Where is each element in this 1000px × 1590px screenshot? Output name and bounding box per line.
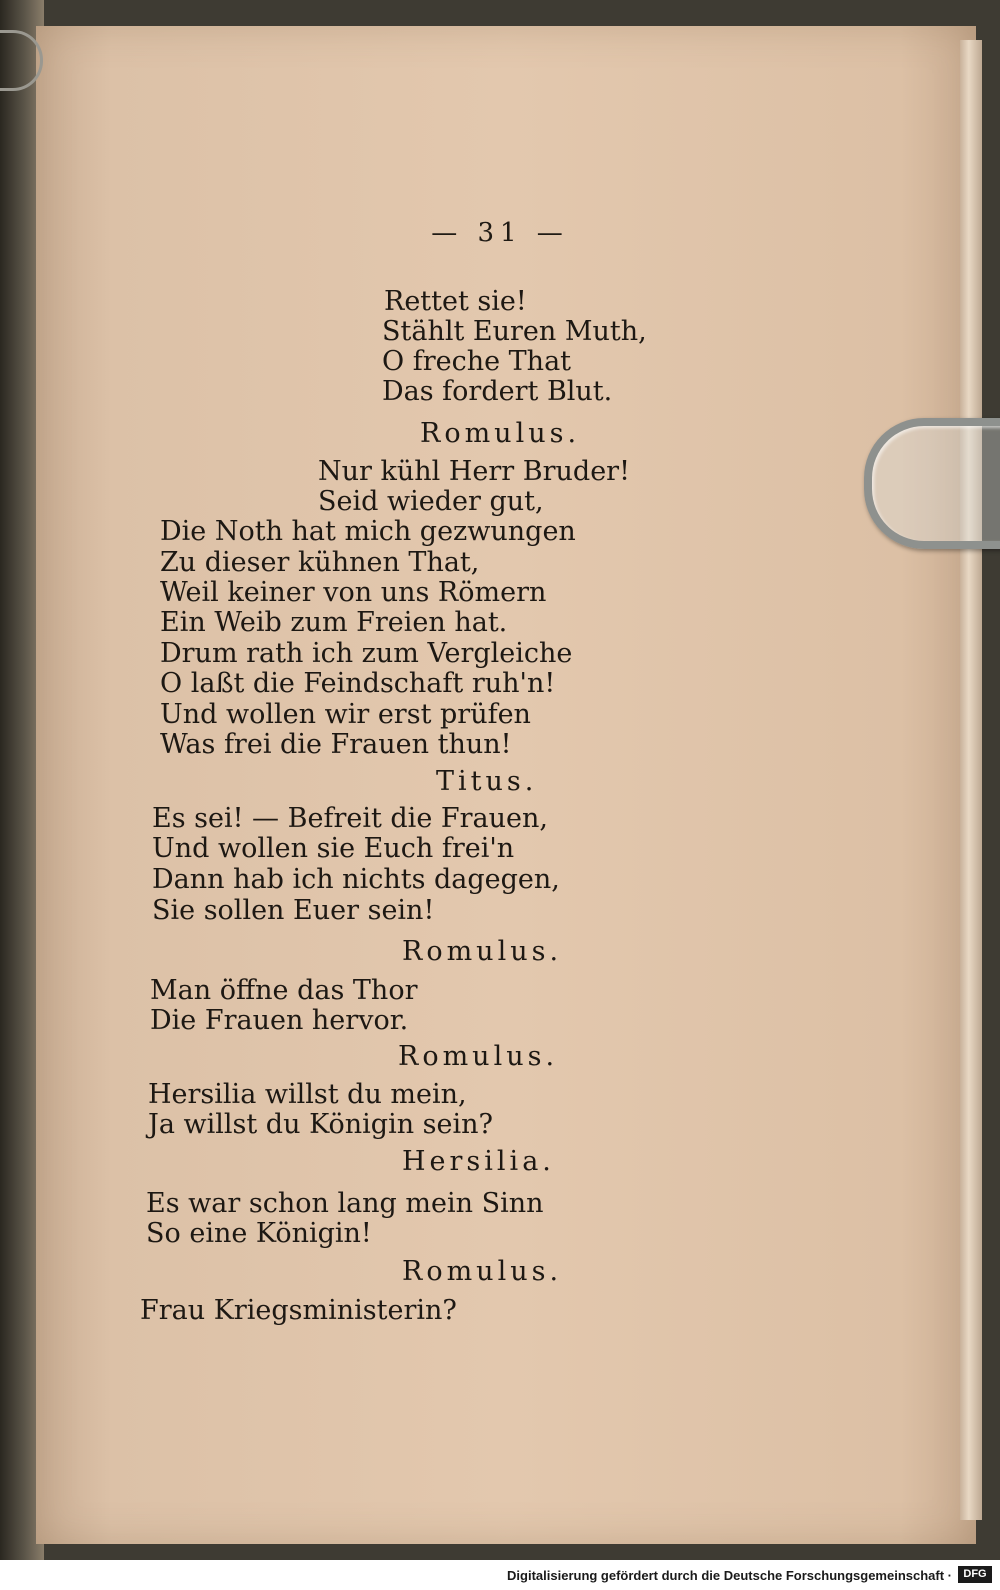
text-line: Es war schon lang mein Sinn	[146, 1188, 544, 1219]
text-line: O freche That	[382, 346, 572, 377]
text-line: Weil keiner von uns Römern	[160, 577, 547, 608]
text-line: Die Noth hat mich gezwungen	[160, 516, 576, 547]
speaker-name: Hersilia.	[402, 1146, 555, 1177]
speaker-name: Romulus.	[398, 1041, 559, 1072]
text-line: Stählt Euren Muth,	[382, 316, 647, 347]
speaker-name: Romulus.	[402, 1256, 563, 1287]
text-line: Hersilia willst du mein,	[148, 1079, 467, 1110]
text-line: Drum rath ich zum Vergleiche	[160, 638, 573, 669]
text-line: Rettet sie!	[384, 286, 527, 317]
paperclip	[864, 418, 1000, 549]
text-line: Und wollen sie Euch frei'n	[152, 833, 515, 864]
dfg-logo: DFG	[958, 1566, 992, 1583]
speaker-name: Titus.	[436, 766, 538, 797]
text-line: O laßt die Feindschaft ruh'n!	[160, 668, 556, 699]
footer-bar	[0, 1560, 1000, 1590]
text-line: Es sei! — Befreit die Frauen,	[152, 803, 548, 834]
text-line: Die Frauen hervor.	[150, 1005, 409, 1036]
text-line: Zu dieser kühnen That,	[160, 547, 480, 578]
text-line: Und wollen wir erst prüfen	[160, 699, 531, 730]
text-line: Was frei die Frauen thun!	[160, 729, 512, 760]
page-edge	[960, 40, 982, 1520]
speaker-name: Romulus.	[420, 418, 581, 449]
text-line: So eine Königin!	[146, 1218, 372, 1249]
text-line: Das fordert Blut.	[382, 376, 613, 407]
text-line: Frau Kriegsministerin?	[140, 1295, 457, 1326]
text-line: Ja willst du Königin sein?	[148, 1109, 494, 1140]
text-line: Sie sollen Euer sein!	[152, 895, 435, 926]
text-line: Seid wieder gut,	[318, 486, 544, 517]
speaker-name: Romulus.	[402, 936, 563, 967]
funding-credit: Digitalisierung gefördert durch die Deutsche Forschungsgemeinschaft ·	[507, 1568, 952, 1583]
text-line: Ein Weib zum Freien hat.	[160, 607, 508, 638]
text-line: Nur kühl Herr Bruder!	[318, 456, 630, 487]
page-number: — 31 —	[431, 218, 569, 248]
text-line: Man öffne das Thor	[150, 975, 418, 1006]
text-line: Dann hab ich nichts dagegen,	[152, 864, 560, 895]
